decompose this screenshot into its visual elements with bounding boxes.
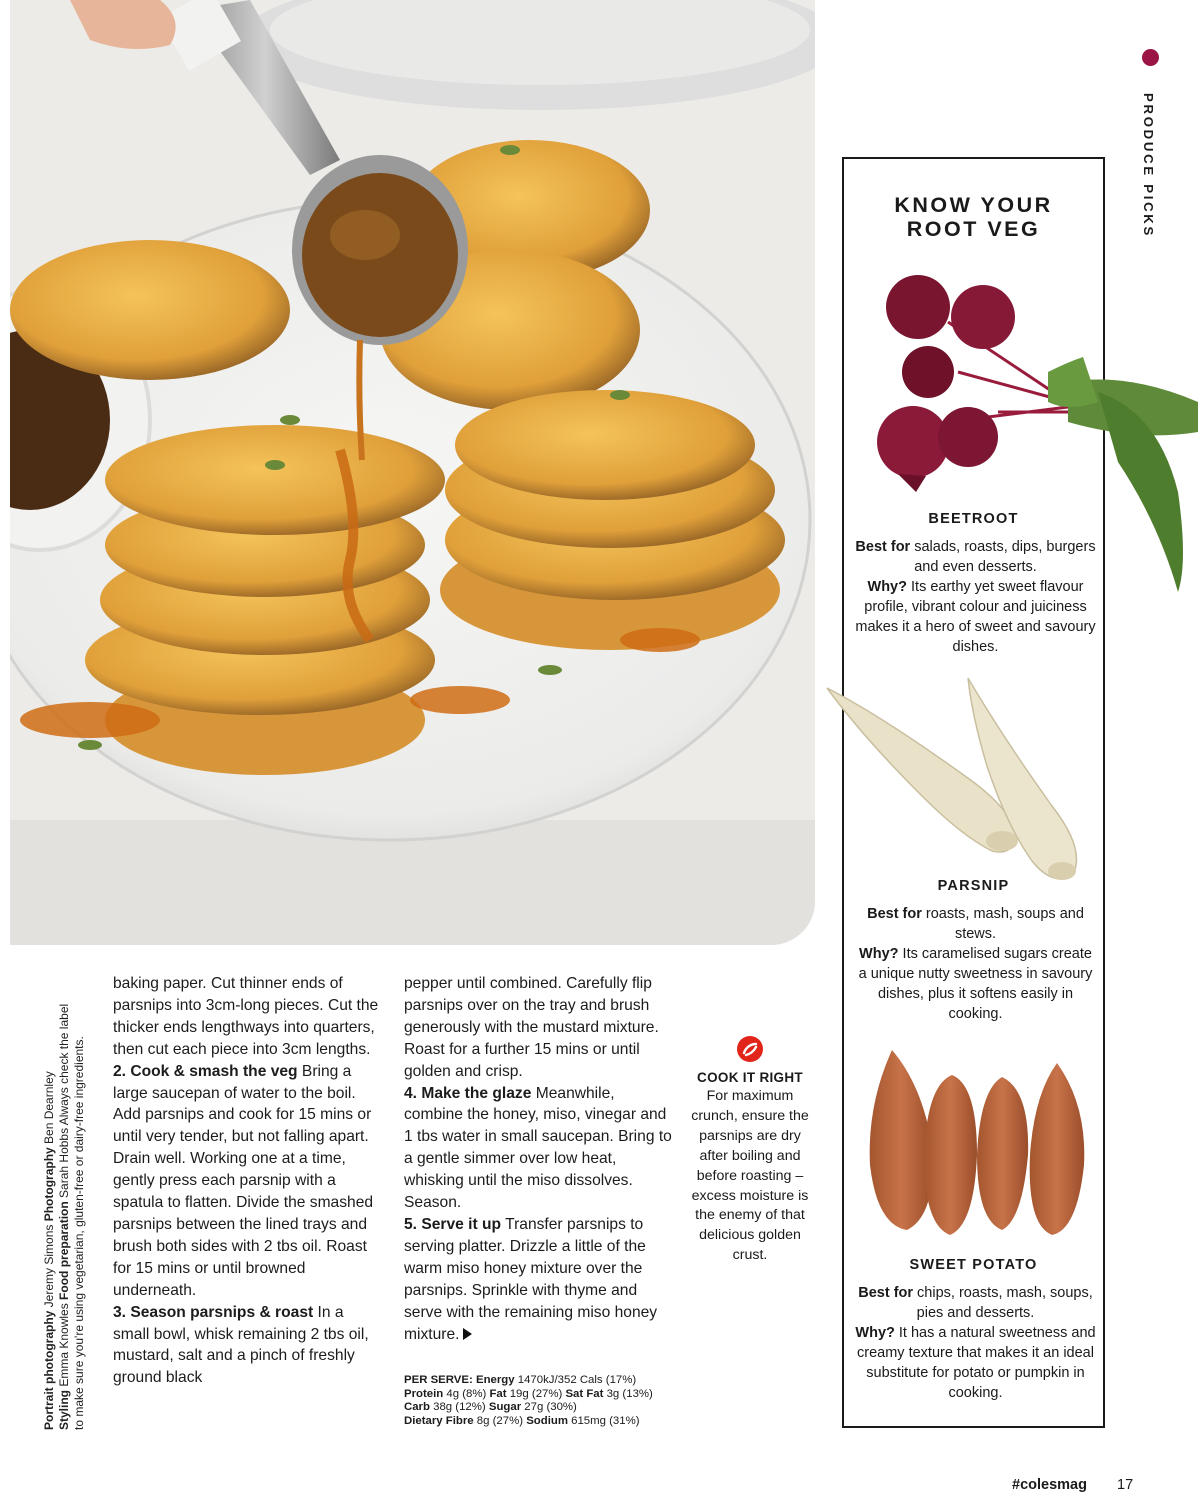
credits-line-3: to make sure you're using vegetarian, gluten-free or dairy-free ingredients.	[72, 1036, 86, 1430]
cook-tip-body: For maximum crunch, ensure the parsnips are dry after boiling and before roasting – excess moisture is the enemy of that delicious golden crust.	[691, 1088, 809, 1264]
recipe-column-1	[113, 973, 383, 1389]
recipe-step-5: 5. Serve it up Transfer parsnips to serving platter. Drizzle a little of the warm miso honey mixture over the parsnips. Sprinkle with thyme and serve with the remaining miso honey mixture.	[404, 1215, 658, 1343]
page-number: 17	[1117, 1477, 1134, 1493]
photo-credits	[42, 980, 87, 1430]
veg-text-sweet-potato: Best for chips, roasts, mash, soups, pies and desserts. Why? It has a natural sweetness and creamy texture that makes it an ideal substitute for potato or pumpkin in cooking.	[855, 1285, 1096, 1401]
cook-tip-title: COOK IT RIGHT	[697, 1070, 803, 1085]
recipe-column-2	[404, 973, 674, 1345]
recipe-step-3: 3. Season parsnips & roast In a small bowl, whisk remaining 2 tbs oil, mustard, salt and a pinch of freshly ground black	[113, 1303, 369, 1387]
veg-text-parsnip: Best for roasts, mash, soups and stews. Why? Its caramelised sugars create a unique nutty sweetness in savoury dishes, plus it softens easily in cooking.	[858, 906, 1093, 1022]
cook-tip-icon	[737, 1036, 763, 1062]
credits-line-1: Portrait photography Jeremy Simons Photography Ben Dearnley	[42, 1071, 56, 1430]
cook-tip	[688, 1036, 812, 1266]
veg-text-beetroot: Best for salads, roasts, dips, burgers and even desserts. Why? Its earthy yet sweet flavour profile, vibrant colour and juiciness makes it a hero of sweet and savoury dishes.	[855, 539, 1096, 655]
hero-food-photo	[10, 0, 815, 945]
recipe-step-1-continued: baking paper. Cut thinner ends of parsnips into 3cm-long pieces. Cut the thicker ends lengthways into quarters, then cut each piece into 3cm lengths.	[113, 975, 379, 1058]
hero-photo	[10, 0, 815, 945]
sweet-potato-image	[862, 1045, 1092, 1245]
continue-arrow-icon	[463, 1328, 472, 1340]
recipe-step-2: 2. Cook & smash the veg Bring a large saucepan of water to the boil. Add parsnips and cook for 15 mins or until very tender, but not falling apart. Drain well. Working one at a time, gently press each parsnip with a spatula to flatten. Divide the smashed parsnips between the lined trays and brush both sides with 2 tbs oil. Roast for 15 mins or until browned underneath.	[113, 1062, 374, 1299]
section-dot	[1142, 49, 1159, 66]
beetroot-image	[868, 262, 1198, 602]
parsnip-image	[822, 676, 1102, 886]
veg-name-sweet-potato: SWEET POTATO	[909, 1257, 1038, 1273]
footer-hashtag: #colesmag	[1012, 1477, 1087, 1493]
recipe-step-3-continued: pepper until combined. Carefully flip parsnips over on the tray and brush generously with the mustard mixture. Roast for a further 15 mins or until golden and crisp.	[404, 975, 659, 1080]
veg-name-parsnip: PARSNIP	[937, 878, 1010, 894]
credits-line-2: Styling Emma Knowles Food preparation Sarah Hobbs Always check the label	[57, 1003, 71, 1430]
sidebar-title: KNOW YOUR ROOT VEG	[894, 193, 1053, 241]
section-label: PRODUCE PICKS	[1141, 93, 1156, 239]
nutrition-info: PER SERVE: Energy 1470kJ/352 Cals (17%) Protein 4g (8%) Fat 19g (27%) Sat Fat 3g (13%) Carb 38g (12%) Sugar 27g (30%) Dietary Fibre 8g (27%) Sodium 615mg (31%)	[404, 1374, 653, 1427]
recipe-step-4: 4. Make the glaze Meanwhile, combine the honey, miso, vinegar and 1 tbs water in small saucepan. Bring to a gentle simmer over low heat, whisking until the miso dissolves. Season.	[404, 1084, 672, 1212]
veg-name-beetroot: BEETROOT	[928, 511, 1019, 527]
